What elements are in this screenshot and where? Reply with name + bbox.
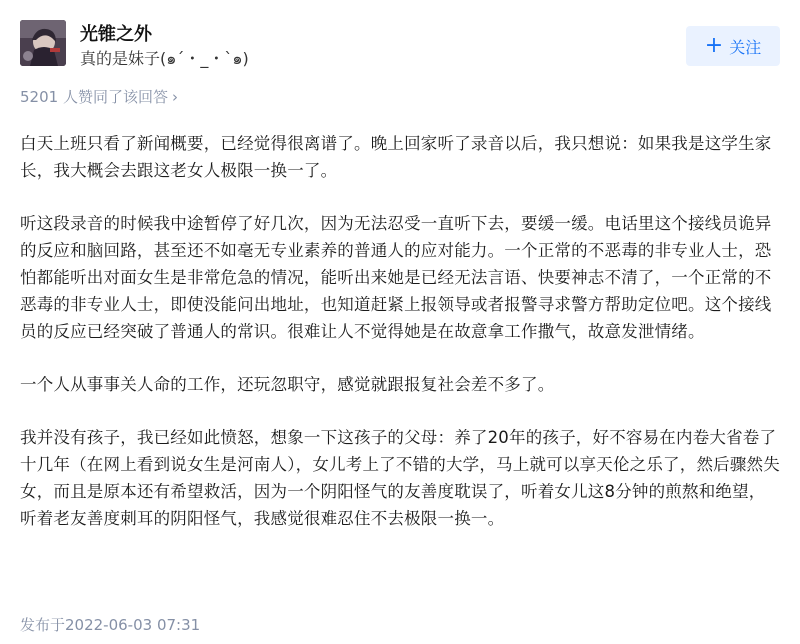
author-row: [20, 16, 780, 72]
paragraph: 听这段录音的时候我中途暂停了好几次，因为无法忍受一直听下去，要缓一缓。电话里这个接线员诡异的反应和脑回路，甚至还不如毫无专业素养的普通人的应对能力。一个正常的不恶毒的非专业人士，恐怕都能听出对面女生是非常危急的情况，能听出来她是已经无法言语、快要神志不清了，一个正常的不恶毒的非专业人士，即使没能问出地址，也知道赶紧上报领导或者报警寻求警方帮助定位吧。这个接线员的反应已经突破了普通人的常识。很难让人不觉得她是在故意拿工作撒气，故意发泄情绪。: [20, 214, 772, 341]
avatar-image: [20, 20, 66, 66]
likes-text: 5201 人赞同了该回答: [20, 88, 168, 106]
plus-icon: +: [704, 33, 724, 58]
paragraph: 白天上班只看了新闻概要，已经觉得很离谱了。晚上回家听了录音以后，我只想说：如果我是这学生家长，我大概会去跟这老女人极限一换一了。: [20, 134, 772, 180]
paragraph: 一个人从事事关人命的工作，还玩忽职守，感觉就跟报复社会差不多了。: [20, 375, 555, 394]
avatar[interactable]: [20, 20, 66, 66]
likes-count[interactable]: [20, 86, 178, 107]
follow-button[interactable]: [686, 26, 780, 66]
author-name[interactable]: 光锥之外: [80, 24, 152, 45]
chevron-right-icon: ›: [171, 88, 178, 106]
author-bio: 真的是妹子(๑´・_・`๑): [80, 49, 249, 68]
paragraph: 我并没有孩子，我已经如此愤怒，想象一下这孩子的父母：养了20年的孩子，好不容易在内卷大省卷了十几年（在网上看到说女生是河南人），女儿考上了不错的大学，马上就可以享天伦之乐了，然后骤然失女，而且是原本还有希望救活，因为一个阴阳怪气的友善度耽误了，听着女儿这8分钟的煎熬和绝望，听着老友善度刺耳的阴阳怪气，我感觉很难忍住不去极限一换一。: [20, 428, 780, 528]
follow-label: 关注: [729, 37, 762, 57]
publish-timestamp[interactable]: 发布于2022-06-03 07:31: [20, 616, 201, 634]
answer-content: [20, 130, 780, 558]
